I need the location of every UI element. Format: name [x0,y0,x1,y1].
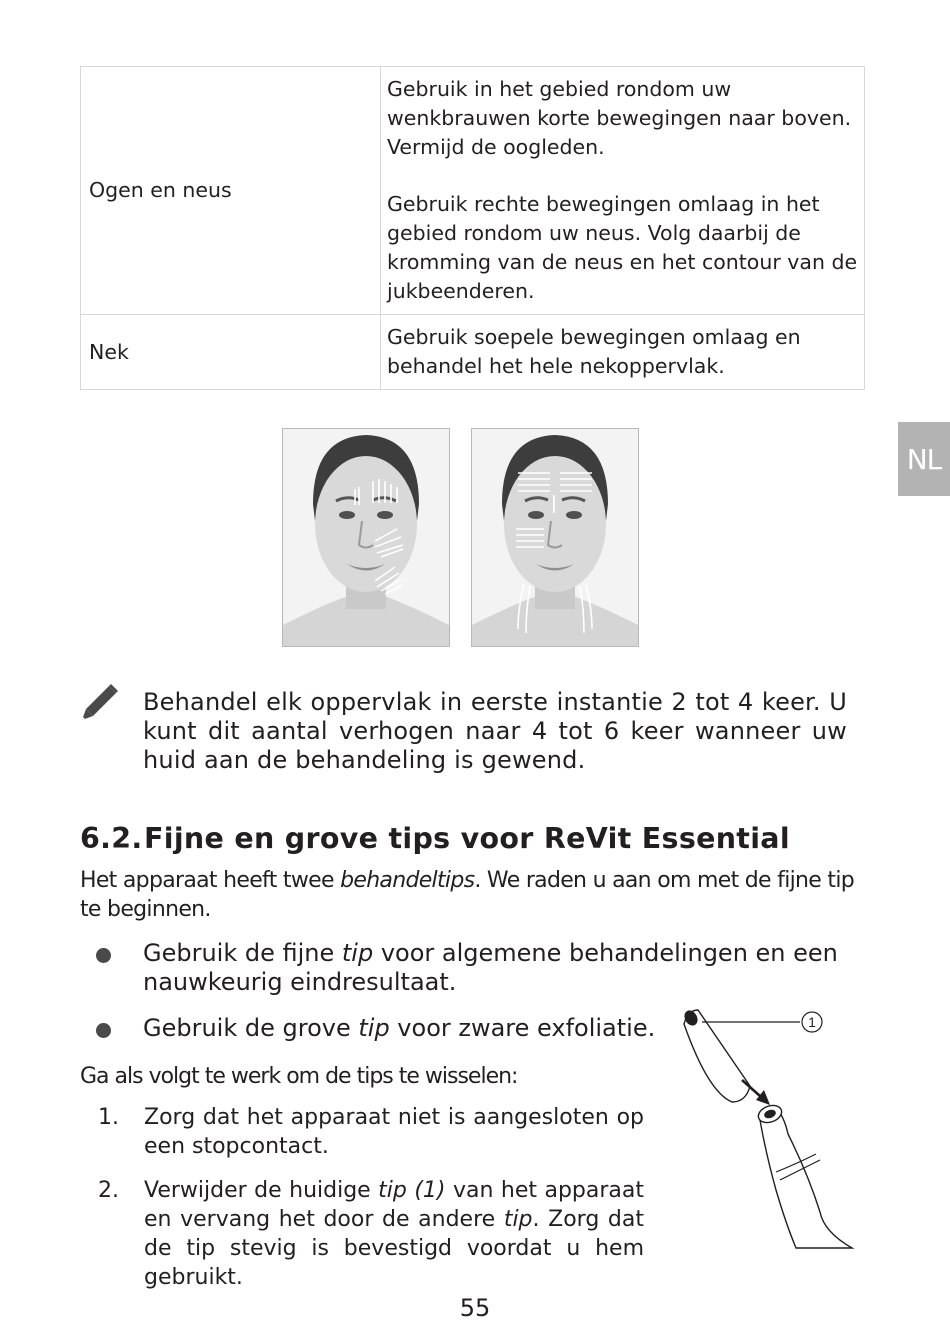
table-cell-area: Ogen en neus [81,67,381,315]
description-paragraph: Gebruik in het gebied rondom uw wenkbrauwen korte bewegingen naar boven. Vermijd de oogleden. [387,77,852,159]
section-title: Fijne en grove tips voor ReVit Essential [144,822,790,855]
device-tip-illustration [676,1004,856,1253]
table-cell-area: Nek [81,315,381,390]
language-tab: NL [898,422,950,496]
page-number: 55 [459,1294,491,1322]
bullet-text: Gebruik de grove tip voor zware exfoliatie. [143,1014,656,1042]
face-illustration-eyes-cheeks [282,428,450,647]
bullet-text: Gebruik de fijne tip voor algemene behandelingen en een nauwkeurig eindresultaat. [143,939,838,996]
step-number: 2. [98,1178,119,1203]
step-text: Verwijder de huidige tip (1) van het apparaat en vervang het door de andere tip. Zorg dat de tip stevig is bevestigd voordat u hem gebruikt. [144,1178,644,1290]
pencil-icon [79,683,119,727]
callout-number: 1 [808,1014,816,1030]
table-cell-description [381,315,865,390]
intro-emphasis: behandeltips [340,868,475,893]
section-heading [80,822,790,855]
intro-text: Het apparaat heeft twee [80,868,341,893]
bullet-dot-icon [96,1023,111,1038]
table-cell-description [381,67,865,315]
table-row [81,315,865,390]
step-text: Zorg dat het apparaat niet is aangesloten op een stopcontact. [144,1105,644,1159]
description-paragraph: Gebruik rechte bewegingen omlaag in het gebied rondom uw neus. Volg daarbij de kromming van de neus en het contour van de jukbeenderen. [387,192,858,303]
intro-text: . We raden u aan om met de fijne tip te beginnen. [80,868,855,922]
step-number: 1. [98,1105,119,1130]
note-text: Behandel elk oppervlak in eerste instantie 2 tot 4 keer. U kunt dit aantal verhogen naar 4 tot 6 keer wanneer uw huid aan de behandeling is gewend. [143,688,847,774]
instruction-table [80,66,865,390]
description-paragraph: Gebruik soepele bewegingen omlaag en behandel het hele nekoppervlak. [387,325,801,378]
steps-lead: Ga als volgt te werk om de tips te wisselen: [80,1064,518,1089]
table-row [81,67,865,315]
face-illustration-forehead-neck [471,428,639,647]
bullet-dot-icon [96,948,111,963]
section-number: 6.2. [80,822,143,855]
section-intro [80,866,860,924]
